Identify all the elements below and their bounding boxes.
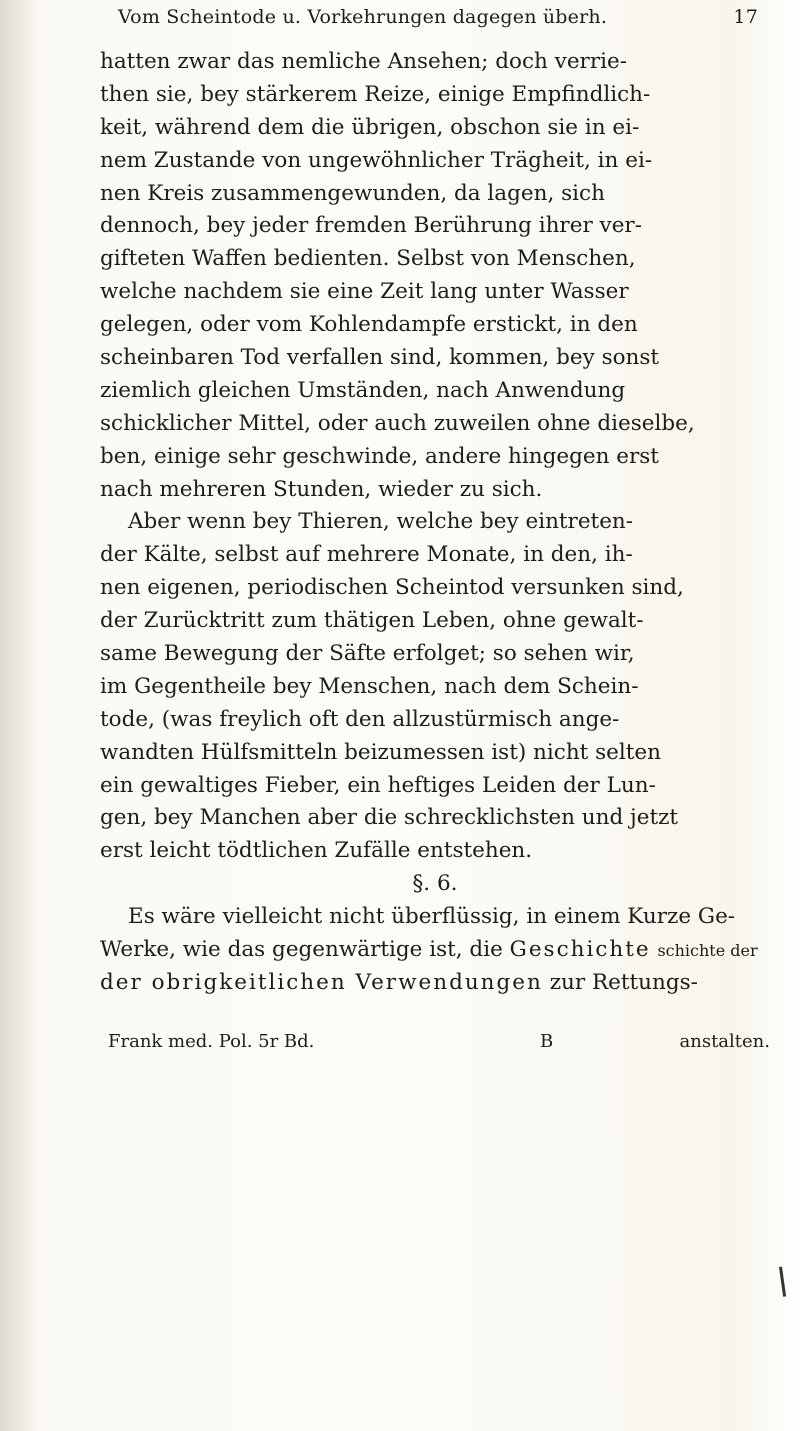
- text-line: gifteten Waffen bedienten. Selbst von Menschen,: [100, 246, 636, 272]
- text-line: welche nachdem sie eine Zeit lang unter Wasser: [100, 279, 629, 305]
- text-line: then sie, bey stärkerem Reize, einige Empfindlich-: [100, 81, 651, 107]
- text-line: ein gewaltiges Fieber, ein heftiges Leiden der Lun-: [100, 772, 656, 798]
- signature-mark: B: [540, 1031, 554, 1052]
- text-line: gen, bey Manchen aber die schrecklichsten und jetzt: [100, 805, 679, 831]
- text-line: im Gegentheile bey Menschen, nach dem Schein-: [100, 673, 639, 699]
- text-segment: zur Rettungs-: [549, 969, 698, 995]
- spaced-text-segment: Geschichte: [509, 937, 651, 963]
- text-line: ziemlich gleichen Umständen, nach Anwendung: [100, 377, 626, 403]
- running-head: [118, 6, 758, 36]
- text-line: hatten zwar das nemliche Ansehen; doch verrie-: [100, 49, 627, 74]
- body-text: [100, 46, 770, 1000]
- page-footer: [100, 1031, 770, 1059]
- signature-line: Frank med. Pol. 5r Bd.: [108, 1031, 315, 1052]
- running-title: Vom Scheintode u. Vorkehrungen dagegen überh.: [118, 6, 608, 28]
- text-line: [100, 967, 770, 1000]
- text-line: dennoch, bey jeder fremden Berührung ihrer ver-: [100, 213, 642, 239]
- text-line: gelegen, oder vom Kohlendampfe erstickt, in den: [100, 312, 638, 338]
- text-line: nen eigenen, periodischen Scheintod versunken sind,: [100, 575, 684, 601]
- text-line: Aber wenn bey Thieren, welche bey eintreten-: [128, 509, 634, 535]
- text-line: der Kälte, selbst auf mehrere Monate, in den, ih-: [100, 542, 633, 568]
- text-line: nem Zustande von ungewöhnlicher Trägheit, in ei-: [100, 147, 653, 173]
- text-line: scheinbaren Tod verfallen sind, kommen, bey sonst: [100, 345, 660, 371]
- text-line: wandten Hülfsmitteln beizumessen ist) nicht selten: [100, 739, 661, 765]
- text-line: [100, 901, 770, 934]
- text-line: [100, 934, 770, 967]
- text-segment: Kurze Ge-: [627, 904, 736, 930]
- page-number: 17: [733, 6, 758, 28]
- text-line: same Bewegung der Säfte erfolget; so sehen wir,: [100, 641, 635, 667]
- text-segment: Es wäre vielleicht nicht überflüssig, in einem: [128, 904, 621, 930]
- text-line: erst leicht tödtlichen Zufälle entstehen.: [100, 838, 533, 864]
- text-line: schicklicher Mittel, oder auch zuweilen ohne dieselbe,: [100, 410, 695, 436]
- spaced-text-segment: der obrigkeitlichen Verwendungen: [100, 969, 543, 995]
- text-segment: Werke, wie das gegenwärtige ist, die: [100, 937, 503, 963]
- text-line: keit, während dem die übrigen, obschon sie in ei-: [100, 114, 640, 140]
- text-line: ben, einige sehr geschwinde, andere hingegen erst: [100, 443, 659, 469]
- text-line: tode, (was freylich oft den allzustürmisch ange-: [100, 706, 620, 732]
- paragraph-2: [100, 506, 770, 868]
- binding-gutter: [0, 0, 38, 1431]
- paragraph-1: [100, 46, 770, 506]
- section-paragraph: [100, 901, 770, 1000]
- margin-note: schichte der: [657, 941, 758, 961]
- margin-pen-mark: [779, 1265, 796, 1297]
- text-line: der Zurücktritt zum thätigen Leben, ohne gewalt-: [100, 608, 644, 634]
- text-line: nach mehreren Stunden, wieder zu sich.: [100, 476, 543, 502]
- text-line: nen Kreis zusammengewunden, da lagen, sich: [100, 180, 605, 206]
- catchword: anstalten.: [679, 1031, 770, 1052]
- section-heading: §. 6.: [412, 871, 458, 897]
